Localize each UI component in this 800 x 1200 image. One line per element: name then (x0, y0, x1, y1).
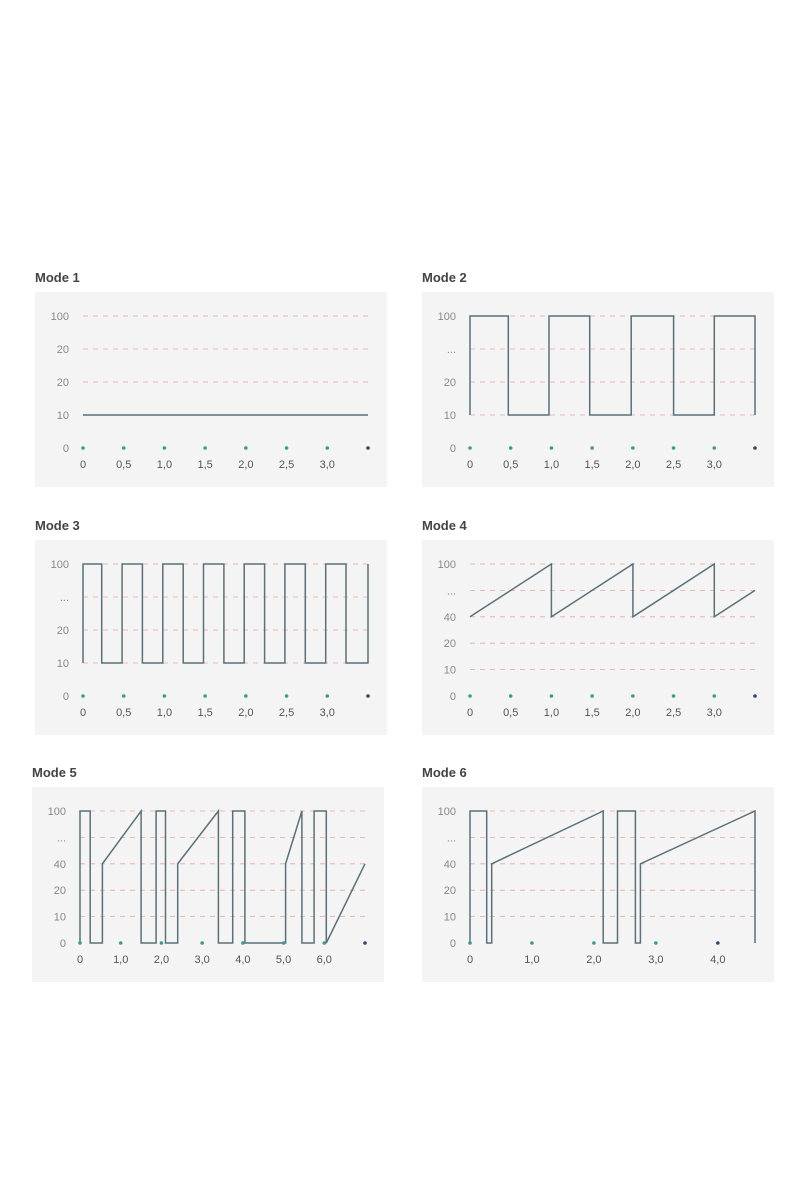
x-tick-label: 1,5 (197, 707, 213, 719)
chart-title: Mode 6 (422, 765, 467, 780)
y-tick-label: 20 (56, 625, 69, 637)
baseline-dot (550, 694, 554, 698)
baseline-dot (325, 446, 329, 450)
baseline-dot (712, 694, 716, 698)
baseline-dot (203, 446, 207, 450)
baseline-dot (509, 446, 513, 450)
baseline-dot (285, 694, 289, 698)
x-tick-label: 1,0 (113, 954, 129, 966)
baseline-dot (285, 446, 289, 450)
plot-area (35, 292, 387, 487)
y-tick-label: ... (446, 344, 456, 356)
baseline-dot (550, 446, 554, 450)
x-tick-label: 2,0 (153, 954, 170, 966)
chart-svg (35, 540, 387, 735)
y-tick-label: 40 (443, 611, 456, 624)
baseline-dot (712, 446, 716, 450)
x-tick-label: 1,5 (584, 707, 600, 719)
baseline-dot (753, 694, 757, 698)
baseline-dot (200, 941, 204, 945)
y-tick-label: 20 (56, 344, 69, 356)
y-tick-label: 40 (53, 858, 66, 871)
y-tick-label: 0 (59, 938, 66, 950)
chart-title: Mode 1 (35, 270, 80, 285)
x-tick-label: 4,0 (710, 954, 726, 966)
baseline-dot (366, 446, 370, 450)
baseline-dot (122, 694, 126, 698)
x-tick-label: 0,5 (116, 707, 132, 719)
baseline-dot (81, 694, 85, 698)
baseline-dot (631, 446, 635, 450)
baseline-dot (163, 446, 167, 450)
baseline-dot (78, 941, 82, 945)
x-tick-label: 0 (79, 707, 87, 719)
y-tick-label: 0 (449, 938, 456, 950)
baseline-dot (244, 694, 248, 698)
y-tick-label: 20 (56, 377, 69, 389)
x-tick-label: 2,5 (665, 459, 682, 471)
chart-svg (35, 292, 387, 487)
baseline-dot (363, 941, 367, 945)
baseline-dot (241, 941, 245, 945)
y-tick-label: 100 (437, 311, 456, 323)
y-tick-label: ... (59, 592, 69, 604)
x-tick-label: 1,0 (524, 954, 540, 966)
baseline-dot (163, 694, 167, 698)
series-line (80, 811, 365, 943)
x-tick-label: 0 (76, 954, 84, 966)
y-tick-label: 0 (449, 691, 456, 703)
chart-svg (32, 787, 384, 982)
x-tick-label: 6,0 (316, 954, 332, 966)
x-tick-label: 2,0 (238, 707, 254, 719)
y-tick-label: 100 (50, 311, 69, 323)
x-tick-label: 0,5 (503, 459, 519, 471)
baseline-dot (160, 941, 164, 945)
x-tick-label: 3,0 (194, 954, 210, 966)
baseline-dot (716, 941, 720, 945)
baseline-dot (122, 446, 126, 450)
x-tick-label: 1,0 (156, 459, 173, 471)
x-tick-label: 2,0 (625, 459, 641, 471)
y-tick-label: ... (56, 832, 66, 845)
x-tick-label: 5,0 (275, 954, 292, 966)
chart-title: Mode 5 (32, 765, 77, 780)
y-tick-label: 0 (62, 443, 69, 455)
y-tick-label: 100 (437, 806, 456, 818)
baseline-dot (366, 694, 370, 698)
x-tick-label: 3,0 (319, 707, 335, 719)
baseline-dot (672, 446, 676, 450)
baseline-dot (509, 694, 513, 698)
y-tick-label: 10 (443, 664, 456, 677)
baseline-dot (81, 446, 85, 450)
x-tick-label: 0,5 (503, 707, 519, 719)
baseline-dot (530, 941, 534, 945)
x-tick-label: 3,0 (648, 954, 664, 966)
x-tick-label: 2,5 (278, 459, 295, 471)
chart-svg (422, 787, 774, 982)
x-tick-label: 3,0 (706, 707, 722, 719)
y-tick-label: 10 (443, 410, 456, 422)
x-tick-label: 2,5 (278, 707, 295, 719)
y-tick-label: 20 (443, 638, 456, 651)
baseline-dot (322, 941, 326, 945)
baseline-dot (325, 694, 329, 698)
baseline-dot (631, 694, 635, 698)
y-tick-label: 20 (443, 377, 456, 389)
baseline-dot (468, 941, 472, 945)
x-tick-label: 3,0 (706, 459, 722, 471)
baseline-dot (672, 694, 676, 698)
y-tick-label: 10 (53, 911, 66, 924)
x-tick-label: 2,0 (586, 954, 602, 966)
x-tick-label: 0 (466, 707, 474, 719)
x-tick-label: 1,5 (197, 459, 213, 471)
baseline-dot (592, 941, 596, 945)
x-tick-label: 1,0 (156, 707, 173, 719)
y-tick-label: 40 (443, 858, 456, 871)
plot-area (35, 540, 387, 735)
y-tick-label: ... (446, 832, 456, 845)
baseline-dot (753, 446, 757, 450)
x-tick-label: 1,5 (584, 459, 600, 471)
baseline-dot (244, 446, 248, 450)
x-tick-label: 1,0 (543, 707, 560, 719)
baseline-dot (654, 941, 658, 945)
y-tick-label: 100 (437, 559, 456, 571)
plot-area (422, 787, 774, 982)
chart-title: Mode 2 (422, 270, 467, 285)
chart-svg (422, 292, 774, 487)
x-tick-label: 0 (466, 954, 474, 966)
x-tick-label: 3,0 (319, 459, 335, 471)
baseline-dot (203, 694, 207, 698)
baseline-dot (590, 446, 594, 450)
y-tick-label: 100 (50, 559, 69, 571)
plot-area (422, 292, 774, 487)
y-tick-label: 20 (443, 885, 456, 898)
y-tick-label: ... (446, 585, 456, 598)
y-tick-label: 100 (47, 806, 66, 818)
plot-area (32, 787, 384, 982)
x-tick-label: 1,0 (543, 459, 560, 471)
y-tick-label: 20 (53, 885, 66, 898)
y-tick-label: 0 (62, 691, 69, 703)
baseline-dot (468, 694, 472, 698)
y-tick-label: 10 (443, 911, 456, 924)
chart-title: Mode 4 (422, 518, 467, 533)
baseline-dot (119, 941, 123, 945)
chart-svg (422, 540, 774, 735)
plot-area (422, 540, 774, 735)
y-tick-label: 10 (56, 658, 69, 670)
x-tick-label: 2,0 (238, 459, 254, 471)
x-tick-label: 2,0 (625, 707, 641, 719)
series-line (470, 811, 755, 943)
baseline-dot (468, 446, 472, 450)
baseline-dot (282, 941, 286, 945)
chart-title: Mode 3 (35, 518, 80, 533)
x-tick-label: 0 (466, 459, 474, 471)
baseline-dot (590, 694, 594, 698)
series-line (470, 316, 755, 415)
x-tick-label: 0,5 (116, 459, 132, 471)
x-tick-label: 4,0 (235, 954, 251, 966)
x-tick-label: 2,5 (665, 707, 682, 719)
y-tick-label: 0 (449, 443, 456, 455)
series-line (83, 564, 368, 663)
y-tick-label: 10 (56, 410, 69, 422)
x-tick-label: 0 (79, 459, 87, 471)
